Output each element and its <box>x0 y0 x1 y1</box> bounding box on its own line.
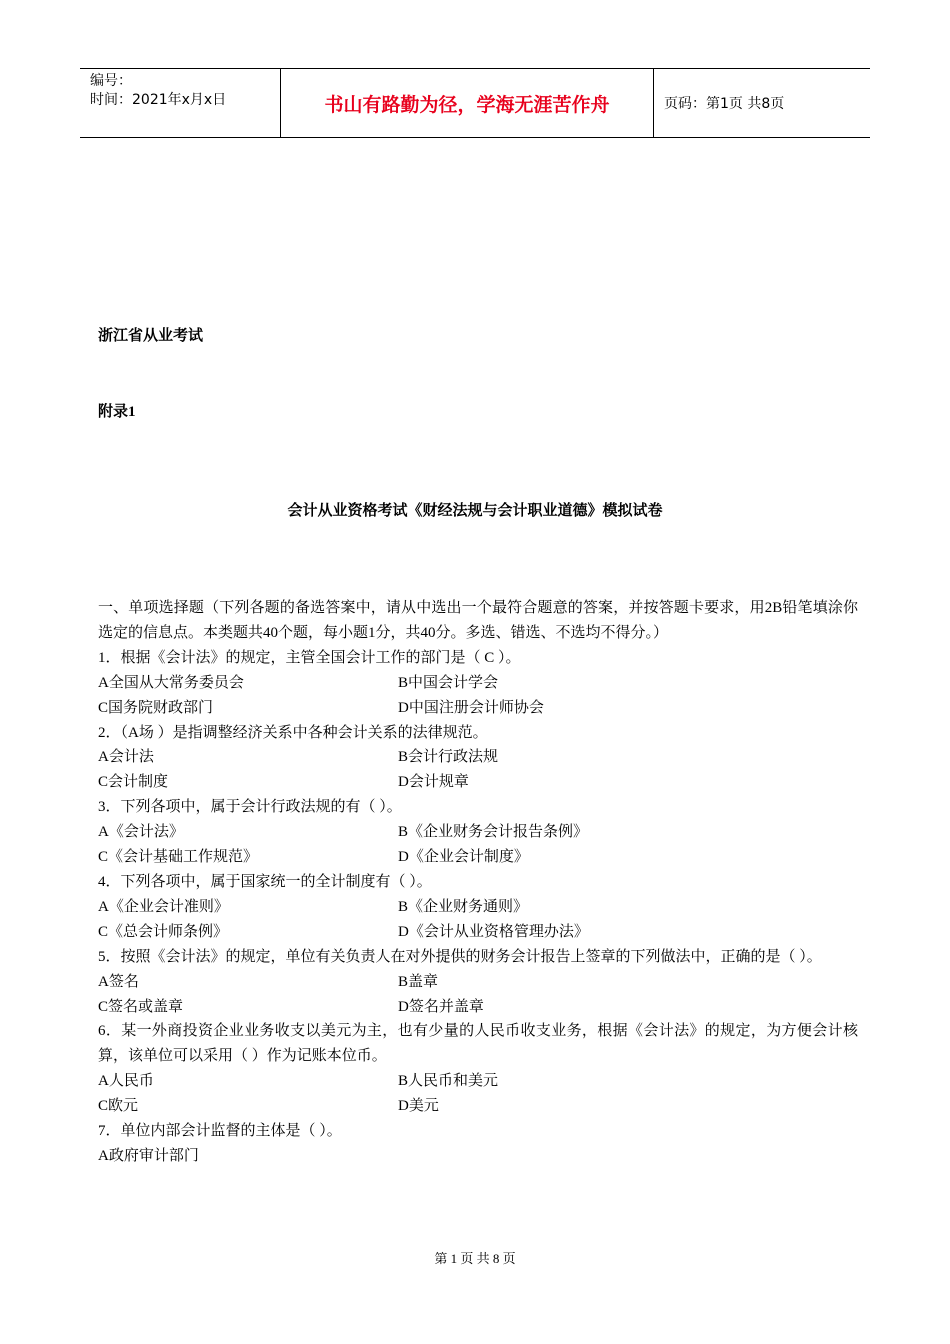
option-a: A政府审计部门 <box>98 1147 199 1164</box>
options-row <box>98 770 858 795</box>
options-row <box>98 820 858 845</box>
question-1 <box>98 646 858 721</box>
question-6 <box>98 1019 858 1119</box>
options-row <box>98 745 858 770</box>
exam-name: 浙江省从业考试 <box>98 328 204 344</box>
option-d: D《会计从业资格管理办法》 <box>398 923 589 940</box>
option-d: D会计规章 <box>398 774 469 791</box>
option-d: D美元 <box>398 1098 439 1115</box>
question-text: 7．单位内部会计监督的主体是（ ）。 <box>98 1123 342 1140</box>
option-a: A《企业会计准则》 <box>98 898 229 915</box>
question-7 <box>98 1119 858 1169</box>
option-b: B《企业财务通则》 <box>398 898 529 915</box>
header-motto: 书山有路勤为径，学海无涯苦作舟 <box>281 69 654 137</box>
question-text: 4．下列各项中，属于国家统一的全计制度有（ ）。 <box>98 873 432 890</box>
option-a: A签名 <box>98 973 139 990</box>
question-text: 2．（A场 ）是指调整经济关系中各种会计关系的法律规范。 <box>98 724 488 741</box>
option-b: B中国会计学会 <box>398 674 499 691</box>
header-page-label: 页码：第1页 共8页 <box>664 96 785 112</box>
number-label: 编号： <box>90 73 132 89</box>
options-row <box>98 696 858 721</box>
options-row <box>98 845 858 870</box>
option-c: C《会计基础工作规范》 <box>98 849 259 866</box>
question-text: 3．下列各项中，属于会计行政法规的有（ ）。 <box>98 799 402 816</box>
option-c: C国务院财政部门 <box>98 699 214 716</box>
page-header <box>80 68 870 138</box>
option-c: C《总会计师条例》 <box>98 923 229 940</box>
options-row <box>98 895 858 920</box>
option-a: A会计法 <box>98 749 154 766</box>
page-footer <box>0 1248 950 1267</box>
question-text: 5．按照《会计法》的规定，单位有关负责人在对外提供的财务会计报告上签章的下列做法中，正确的是（ ）。 <box>98 948 822 965</box>
question-2 <box>98 721 858 796</box>
document-title: 会计从业资格考试《财经法规与会计职业道德》模拟试卷 <box>287 503 663 519</box>
header-meta <box>80 69 281 137</box>
options-row <box>98 920 858 945</box>
option-b: B《企业财务会计报告条例》 <box>398 824 589 841</box>
question-4 <box>98 870 858 945</box>
option-d: D《企业会计制度》 <box>398 849 529 866</box>
question-text: 6．某一外商投资企业业务收支以美元为主，也有少量的人民币收支业务，根据《会计法》的规定，为方便会计核算，该单位可以采用（ ）作为记账本位币。 <box>98 1023 858 1065</box>
option-a: A《会计法》 <box>98 824 184 841</box>
option-c: C欧元 <box>98 1098 139 1115</box>
option-b: B盖章 <box>398 973 439 990</box>
option-a: A人民币 <box>98 1073 154 1090</box>
section-intro: 一、单项选择题（下列各题的备选答案中，请从中选出一个最符合题意的答案，并按答题卡要求，用2B铅笔填涂你选定的信息点。本类题共40个题，每小题1分，共40分。多选、错选、不选均不得分。） <box>98 600 858 641</box>
options-row <box>98 970 858 995</box>
option-b: B会计行政法规 <box>398 749 499 766</box>
options-row <box>98 671 858 696</box>
question-text: 1．根据《会计法》的规定，主管全国会计工作的部门是（ C ）。 <box>98 649 521 666</box>
option-b: B人民币和美元 <box>398 1073 499 1090</box>
option-c: C签名或盖章 <box>98 998 184 1015</box>
question-3 <box>98 795 858 870</box>
date-label: 时间：2021年x月x日 <box>90 92 227 108</box>
options-row <box>98 1144 858 1169</box>
option-d: D签名并盖章 <box>398 998 484 1015</box>
appendix-label: 附录1 <box>98 404 136 420</box>
option-d: D中国注册会计师协会 <box>398 699 544 716</box>
options-row <box>98 995 858 1020</box>
options-row <box>98 1069 858 1094</box>
footer-page-number: 第 1 页 共 8 页 <box>434 1251 516 1266</box>
options-row <box>98 1094 858 1119</box>
option-c: C会计制度 <box>98 774 169 791</box>
question-body <box>98 596 858 1169</box>
option-a: A全国从大常务委员会 <box>98 674 244 691</box>
question-5 <box>98 945 858 1020</box>
